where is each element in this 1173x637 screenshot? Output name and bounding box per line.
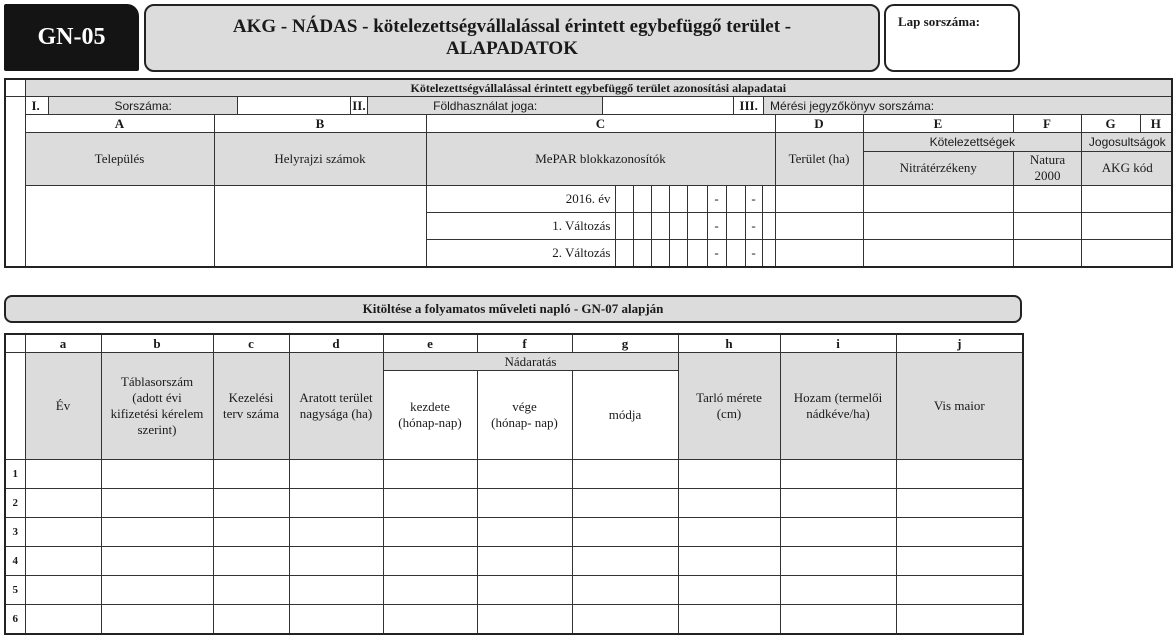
header-akg-kod: AKG kód bbox=[1082, 151, 1173, 185]
table-row bbox=[5, 489, 1023, 518]
cell-tarlo[interactable] bbox=[678, 576, 780, 605]
header-terulet: Terület (ha) bbox=[775, 133, 863, 186]
header-obligations-group bbox=[863, 133, 1172, 186]
cell-natura[interactable] bbox=[1013, 240, 1081, 268]
header-vege-line1: vége bbox=[512, 399, 537, 414]
header-nitrat: Nitrátérzékeny bbox=[864, 151, 1014, 185]
header-aratott-line2: nagysága (ha) bbox=[299, 406, 373, 421]
row-number: 6 bbox=[5, 605, 25, 635]
mepar-digit[interactable] bbox=[651, 213, 669, 240]
mepar-row-2016 bbox=[5, 186, 1172, 213]
form-title bbox=[144, 4, 880, 72]
cell-kezdete[interactable] bbox=[383, 576, 477, 605]
cell-tablasorszam[interactable] bbox=[101, 605, 213, 635]
header-aratott-line1: Aratott terület bbox=[299, 390, 373, 405]
cell-vis-maior[interactable] bbox=[896, 518, 1023, 547]
col-letter-F: F bbox=[1013, 115, 1081, 133]
cell-tablasorszam[interactable] bbox=[101, 489, 213, 518]
letters-margin bbox=[5, 115, 25, 133]
form-title-line2: ALAPADATOK bbox=[446, 38, 578, 59]
id-label-foldhasznalat: Földhasználat joga: bbox=[368, 97, 603, 114]
cell-ev[interactable] bbox=[25, 605, 101, 635]
head-margin bbox=[5, 133, 25, 186]
cell-vege[interactable] bbox=[477, 518, 572, 547]
cell-vege[interactable] bbox=[477, 460, 572, 489]
header-kezelesi-line2: terv száma bbox=[223, 406, 279, 421]
cell-kezelesi[interactable] bbox=[213, 605, 289, 635]
cell-kezelesi[interactable] bbox=[213, 460, 289, 489]
cell-aratott[interactable] bbox=[289, 576, 383, 605]
col-letter-G: G bbox=[1081, 115, 1140, 133]
cell-nitrat[interactable] bbox=[863, 240, 1013, 268]
cell-kezdete[interactable] bbox=[383, 489, 477, 518]
mepar-digit[interactable] bbox=[726, 213, 745, 240]
col-letter-E: E bbox=[863, 115, 1013, 133]
header-vis-maior: Vis maior bbox=[896, 353, 1023, 460]
cell-vege[interactable] bbox=[477, 547, 572, 576]
mepar-digit[interactable] bbox=[633, 213, 651, 240]
cell-kezelesi[interactable] bbox=[213, 576, 289, 605]
row-number: 4 bbox=[5, 547, 25, 576]
header-ev: Év bbox=[25, 353, 101, 460]
header-kezelesi-line1: Kezelési bbox=[228, 390, 274, 405]
table-row bbox=[5, 518, 1023, 547]
header-helyrajzi: Helyrajzi számok bbox=[214, 133, 426, 186]
mepar-digit[interactable] bbox=[669, 240, 687, 268]
cell-modja[interactable] bbox=[572, 576, 678, 605]
table-row bbox=[5, 547, 1023, 576]
cell-aratott[interactable] bbox=[289, 605, 383, 635]
header-tablasorszam-line1: Táblasorszám bbox=[120, 374, 194, 389]
page-number-label: Lap sorszáma: bbox=[898, 14, 980, 29]
header-hozam-line1: Hozam (termelői bbox=[793, 390, 883, 405]
mepar-digit[interactable] bbox=[726, 240, 745, 268]
cell-terulet[interactable] bbox=[775, 240, 863, 268]
col-letter-a: a bbox=[25, 334, 101, 353]
id-row-margin bbox=[5, 97, 25, 115]
mepar-digit[interactable] bbox=[762, 213, 775, 240]
row-margin bbox=[5, 240, 25, 268]
log-banner bbox=[4, 295, 1022, 323]
header-modja: módja bbox=[572, 371, 678, 460]
cell-modja[interactable] bbox=[572, 518, 678, 547]
cell-vege[interactable] bbox=[477, 576, 572, 605]
header-jogosultsagok: Jogosultságok bbox=[1082, 133, 1173, 151]
cell-ev[interactable] bbox=[25, 489, 101, 518]
header-natura-line2: 2000 bbox=[1034, 168, 1061, 184]
header-kezdete bbox=[383, 371, 477, 460]
mepar-digit[interactable] bbox=[762, 240, 775, 268]
row-margin bbox=[5, 213, 25, 240]
col-letter-e: e bbox=[383, 334, 477, 353]
page-number-box[interactable] bbox=[884, 4, 1020, 72]
row-number: 2 bbox=[5, 489, 25, 518]
identification-table bbox=[4, 78, 1173, 268]
col-letter-B: B bbox=[214, 115, 426, 133]
cell-ev[interactable] bbox=[25, 547, 101, 576]
cell-tarlo[interactable] bbox=[678, 489, 780, 518]
cell-hozam[interactable] bbox=[780, 605, 896, 635]
cell-modja[interactable] bbox=[572, 605, 678, 635]
id-field-sorszam[interactable] bbox=[238, 97, 350, 114]
header-nadaratas: Nádaratás bbox=[383, 353, 678, 371]
header-kezelesi bbox=[213, 353, 289, 460]
cell-terulet[interactable] bbox=[775, 186, 863, 213]
header-tablasorszam bbox=[101, 353, 213, 460]
table-row bbox=[5, 576, 1023, 605]
cell-hozam[interactable] bbox=[780, 518, 896, 547]
cell-vege[interactable] bbox=[477, 605, 572, 635]
mepar-digit[interactable] bbox=[615, 240, 633, 268]
cell-nitrat[interactable] bbox=[863, 186, 1013, 213]
cell-natura[interactable] bbox=[1013, 186, 1081, 213]
row-number: 5 bbox=[5, 576, 25, 605]
cell-modja[interactable] bbox=[572, 460, 678, 489]
cell-tablasorszam[interactable] bbox=[101, 460, 213, 489]
header-kezdete-line2: (hónap-nap) bbox=[398, 415, 462, 430]
cell-tablasorszam[interactable] bbox=[101, 576, 213, 605]
id-label-sorszam: Sorszáma: bbox=[48, 97, 237, 114]
table-row bbox=[5, 460, 1023, 489]
header-hozam bbox=[780, 353, 896, 460]
cell-ev[interactable] bbox=[25, 518, 101, 547]
cell-tarlo[interactable] bbox=[678, 547, 780, 576]
cell-ev[interactable] bbox=[25, 576, 101, 605]
cell-vege[interactable] bbox=[477, 489, 572, 518]
cell-tablasorszam[interactable] bbox=[101, 518, 213, 547]
cell-aratott[interactable] bbox=[289, 460, 383, 489]
cell-modja[interactable] bbox=[572, 547, 678, 576]
cell-modja[interactable] bbox=[572, 489, 678, 518]
cell-telepules[interactable] bbox=[25, 186, 214, 268]
header-tarlo-line1: Tarló mérete bbox=[696, 390, 762, 405]
cell-aratott[interactable] bbox=[289, 547, 383, 576]
mepar-dash: - bbox=[745, 186, 762, 213]
cell-helyrajzi[interactable] bbox=[214, 186, 426, 268]
col-letter-i: i bbox=[780, 334, 896, 353]
header-natura-line1: Natura bbox=[1029, 152, 1066, 168]
mepar-dash: - bbox=[707, 213, 726, 240]
form-code bbox=[4, 4, 139, 71]
header-mepar: MePAR blokkazonosítók bbox=[426, 133, 775, 186]
id-row bbox=[25, 97, 1172, 115]
cell-hozam[interactable] bbox=[780, 547, 896, 576]
col-letter-h: h bbox=[678, 334, 780, 353]
mepar-row-label: 2016. év bbox=[426, 186, 615, 213]
cell-tablasorszam[interactable] bbox=[101, 547, 213, 576]
header-hozam-line2: nádkéve/ha) bbox=[806, 406, 870, 421]
cell-hozam[interactable] bbox=[780, 460, 896, 489]
mepar-digit[interactable] bbox=[726, 186, 745, 213]
cell-aratott[interactable] bbox=[289, 518, 383, 547]
table-row bbox=[5, 605, 1023, 635]
col-letter-H: H bbox=[1140, 115, 1172, 133]
rownum-header bbox=[5, 334, 25, 353]
cell-tarlo[interactable] bbox=[678, 605, 780, 635]
col-letter-C: C bbox=[426, 115, 775, 133]
form-title-line1: AKG - NÁDAS - kötelezettségvállalással érintett egybefüggő terület - bbox=[232, 16, 792, 37]
cell-natura[interactable] bbox=[1013, 213, 1081, 240]
mepar-digit[interactable] bbox=[651, 186, 669, 213]
mepar-digit[interactable] bbox=[651, 240, 669, 268]
section1-left-margin bbox=[5, 79, 25, 97]
header-aratott bbox=[289, 353, 383, 460]
id-num-2: II. bbox=[352, 97, 366, 113]
mepar-dash: - bbox=[707, 240, 726, 268]
header-tarlo-line2: (cm) bbox=[716, 406, 742, 421]
cell-nitrat[interactable] bbox=[863, 213, 1013, 240]
col-letter-c: c bbox=[213, 334, 289, 353]
cell-akg[interactable] bbox=[1081, 213, 1172, 240]
row-number: 1 bbox=[5, 460, 25, 489]
header-vege bbox=[477, 371, 572, 460]
id-num-3: III. bbox=[734, 97, 764, 114]
header-natura bbox=[1014, 151, 1082, 185]
mepar-digit[interactable] bbox=[687, 213, 707, 240]
cell-aratott[interactable] bbox=[289, 489, 383, 518]
cell-kezelesi[interactable] bbox=[213, 489, 289, 518]
col-letter-b: b bbox=[101, 334, 213, 353]
id-num-1: I. bbox=[26, 97, 49, 114]
header-tarlo bbox=[678, 353, 780, 460]
mepar-digit[interactable] bbox=[669, 186, 687, 213]
log-banner-text: Kitöltése a folyamatos műveleti napló - GN-07 alapján bbox=[362, 301, 664, 316]
harvest-log-table bbox=[4, 333, 1024, 635]
cell-vis-maior[interactable] bbox=[896, 605, 1023, 635]
mepar-digit[interactable] bbox=[687, 186, 707, 213]
cell-kezdete[interactable] bbox=[383, 460, 477, 489]
cell-akg[interactable] bbox=[1081, 240, 1172, 268]
header-vege-line2: (hónap- nap) bbox=[491, 415, 558, 430]
cell-kezdete[interactable] bbox=[383, 518, 477, 547]
row-number: 3 bbox=[5, 518, 25, 547]
col-letter-g: g bbox=[572, 334, 678, 353]
mepar-digit[interactable] bbox=[615, 213, 633, 240]
cell-tarlo[interactable] bbox=[678, 460, 780, 489]
col-letter-D: D bbox=[775, 115, 863, 133]
mepar-digit[interactable] bbox=[669, 213, 687, 240]
col-letter-A: A bbox=[25, 115, 214, 133]
form-code-text: GN-05 bbox=[37, 24, 106, 50]
cell-tarlo[interactable] bbox=[678, 518, 780, 547]
mepar-dash: - bbox=[745, 240, 762, 268]
cell-kezelesi[interactable] bbox=[213, 518, 289, 547]
id-field-foldhasznalat[interactable] bbox=[603, 97, 734, 114]
cell-vis-maior[interactable] bbox=[896, 460, 1023, 489]
mepar-dash: - bbox=[745, 213, 762, 240]
mepar-dash: - bbox=[707, 186, 726, 213]
cell-ev[interactable] bbox=[25, 460, 101, 489]
col-letter-f: f bbox=[477, 334, 572, 353]
header-kotelezettsegek: Kötelezettségek bbox=[864, 133, 1082, 151]
header-tablasorszam-line3: kifizetési kérelem bbox=[110, 406, 204, 421]
cell-akg[interactable] bbox=[1081, 186, 1172, 213]
mepar-row-label: 1. Változás bbox=[426, 213, 615, 240]
header-tablasorszam-line2: (adott évi bbox=[132, 390, 182, 405]
mepar-digit[interactable] bbox=[687, 240, 707, 268]
cell-kezdete[interactable] bbox=[383, 547, 477, 576]
col-letter-j: j bbox=[896, 334, 1023, 353]
header-tablasorszam-line4: szerint) bbox=[137, 422, 177, 437]
cell-kezelesi[interactable] bbox=[213, 547, 289, 576]
header-telepules: Település bbox=[25, 133, 214, 186]
cell-kezdete[interactable] bbox=[383, 605, 477, 635]
mepar-row-label: 2. Változás bbox=[426, 240, 615, 268]
mepar-digit[interactable] bbox=[633, 240, 651, 268]
mepar-digit[interactable] bbox=[615, 186, 633, 213]
rownum-header-blank bbox=[5, 353, 25, 460]
mepar-digit[interactable] bbox=[633, 186, 651, 213]
cell-hozam[interactable] bbox=[780, 576, 896, 605]
col-letter-d: d bbox=[289, 334, 383, 353]
cell-hozam[interactable] bbox=[780, 489, 896, 518]
row-margin bbox=[5, 186, 25, 213]
cell-vis-maior[interactable] bbox=[896, 489, 1023, 518]
header-kezdete-line1: kezdete bbox=[410, 399, 450, 414]
mepar-digit[interactable] bbox=[762, 186, 775, 213]
section1-caption: Kötelezettségvállalással érintett egybefüggő terület azonosítási alapadatai bbox=[25, 79, 1172, 97]
cell-vis-maior[interactable] bbox=[896, 576, 1023, 605]
cell-vis-maior[interactable] bbox=[896, 547, 1023, 576]
cell-terulet[interactable] bbox=[775, 213, 863, 240]
id-label-meresi: Mérési jegyzőkönyv sorszáma: bbox=[764, 97, 1172, 114]
